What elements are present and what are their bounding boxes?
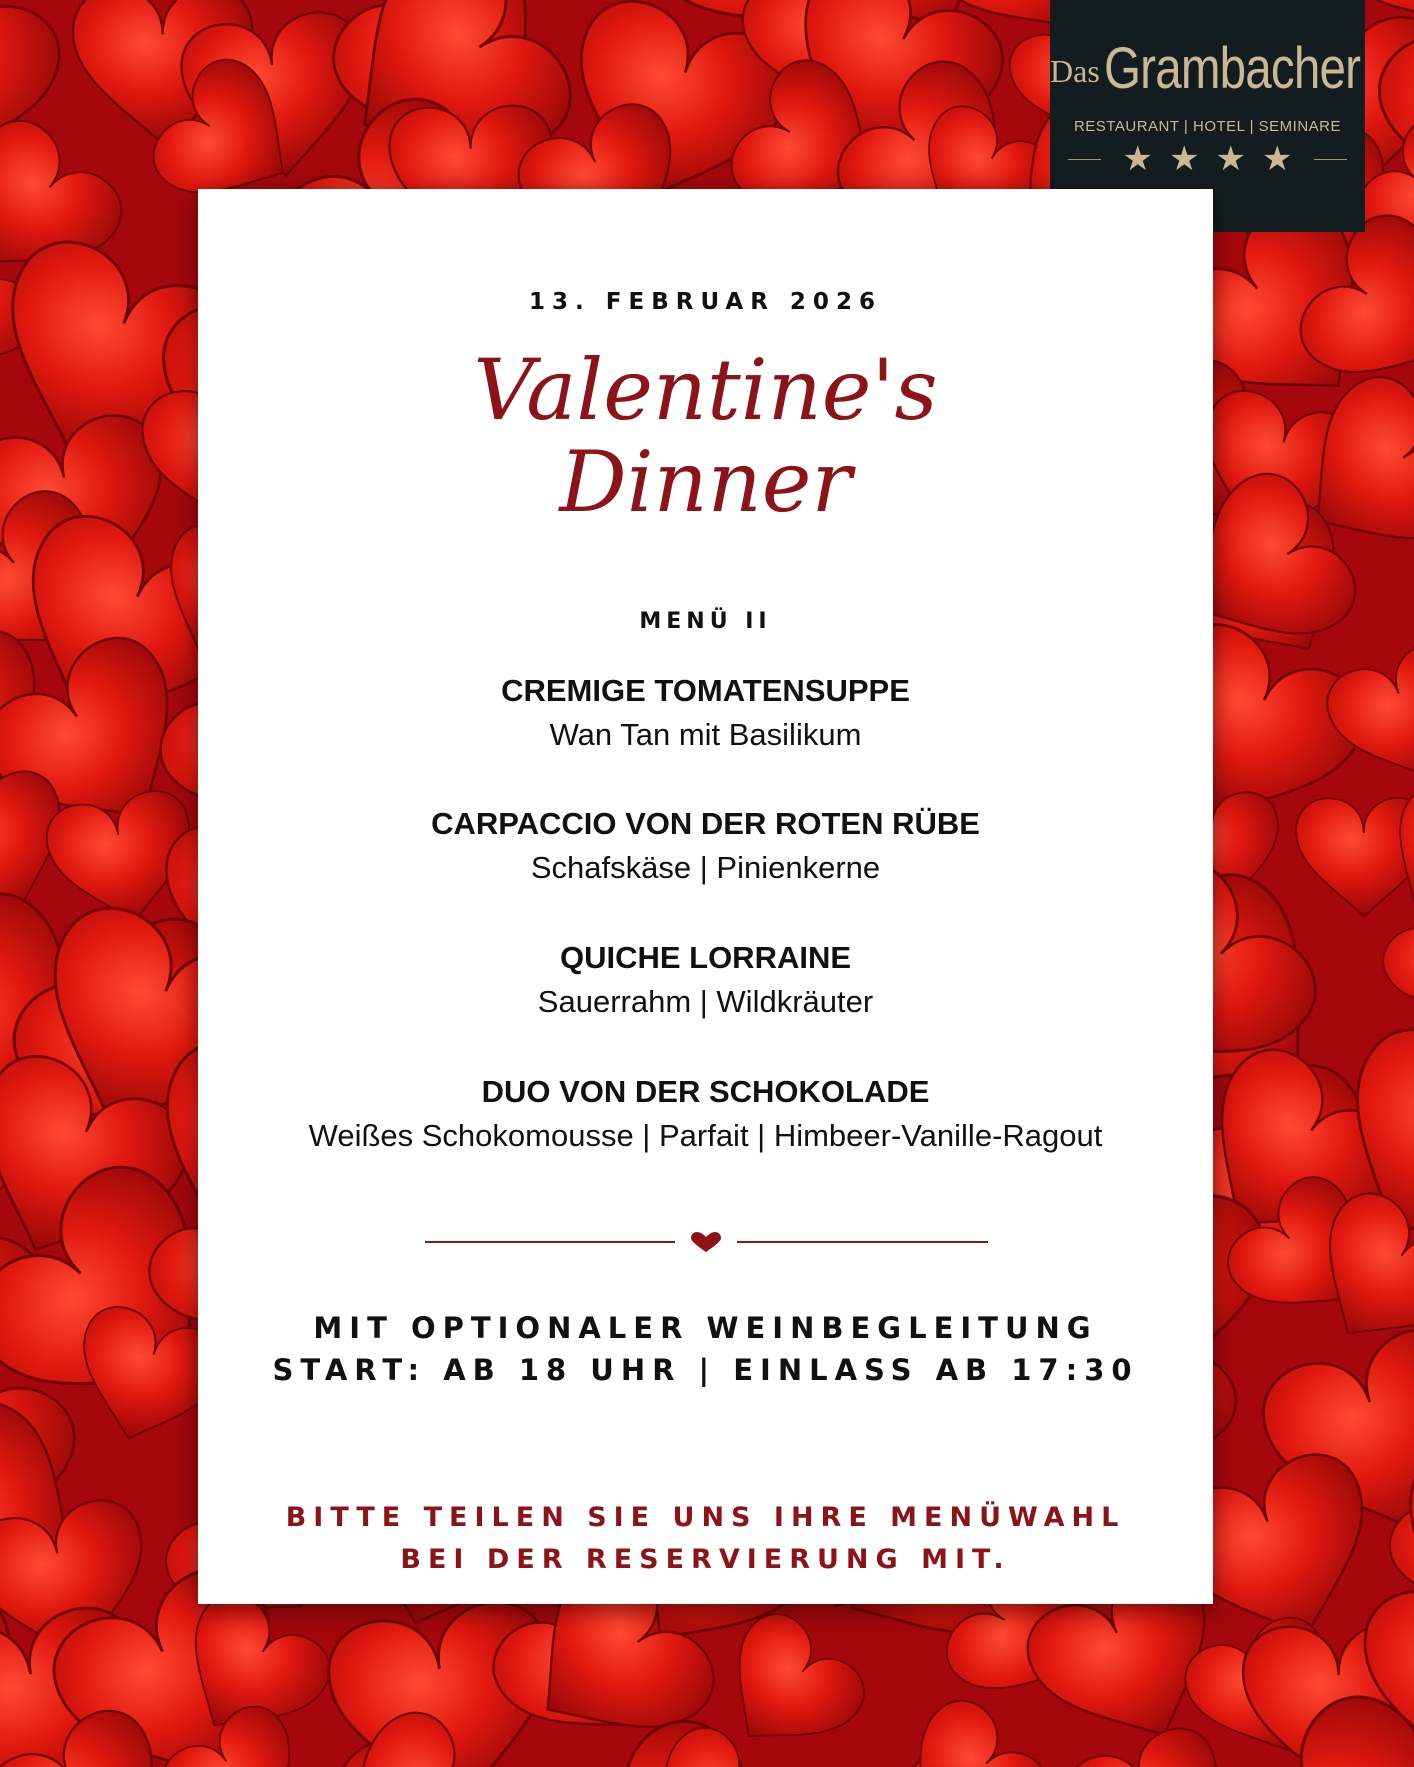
course-description: Weißes Schokomousse | Parfait | Himbeer-Vanille-Ragout bbox=[308, 1118, 1103, 1153]
course-name: CREMIGE TOMATENSUPPE bbox=[501, 673, 910, 708]
course-name: CARPACCIO VON DER ROTEN RÜBE bbox=[431, 806, 980, 841]
logo-wordmark bbox=[1050, 36, 1365, 101]
wine-pairing-text: MIT OPTIONALER WEINBEGLEITUNG bbox=[313, 1311, 1098, 1345]
star-rating-icon: ★★★★ bbox=[1122, 139, 1309, 179]
logo-prefix: Das bbox=[1050, 53, 1100, 89]
menu-label: MENÜ II bbox=[639, 609, 772, 634]
menu-card bbox=[198, 189, 1213, 1604]
heart-icon bbox=[691, 1232, 721, 1252]
divider bbox=[425, 1231, 988, 1253]
reservation-note-line-2: BEI DER RESERVIERUNG MIT. bbox=[400, 1544, 1011, 1575]
heart-shape bbox=[1318, 633, 1414, 804]
event-date: 13. FEBRUAR 2026 bbox=[529, 289, 882, 315]
reservation-note-line-1: BITTE TEILEN SIE UNS IHRE MENÜWAHL bbox=[285, 1502, 1126, 1533]
event-title bbox=[198, 341, 1213, 531]
course-description: Wan Tan mit Basilikum bbox=[549, 717, 862, 752]
course-description: Schafskäse | Pinienkerne bbox=[530, 850, 881, 885]
course-item bbox=[198, 938, 1213, 1022]
start-time-text: START: AB 18 UHR | EINLASS AB 17:30 bbox=[272, 1353, 1139, 1387]
course-item bbox=[198, 1072, 1213, 1156]
logo-rule-left bbox=[1068, 159, 1101, 160]
course-description: Sauerrahm | Wildkräuter bbox=[537, 984, 874, 1019]
course-item bbox=[198, 804, 1213, 888]
logo-rating bbox=[1068, 139, 1347, 179]
heart-shape bbox=[873, 1687, 1063, 1767]
course-name: DUO VON DER SCHOKOLADE bbox=[481, 1074, 930, 1109]
event-title-line-2: Dinner bbox=[559, 433, 852, 531]
event-title-line-1: Valentine's bbox=[473, 341, 938, 439]
event-info bbox=[198, 1307, 1213, 1391]
course-name: QUICHE LORRAINE bbox=[559, 940, 852, 975]
logo-rule-right bbox=[1314, 159, 1347, 160]
reservation-note bbox=[198, 1497, 1213, 1581]
course-item bbox=[198, 671, 1213, 755]
logo-tagline: RESTAURANT | HOTEL | SEMINARE bbox=[1073, 118, 1342, 135]
heart-shape bbox=[1296, 798, 1414, 917]
logo-name: Grambacher bbox=[1103, 36, 1360, 101]
